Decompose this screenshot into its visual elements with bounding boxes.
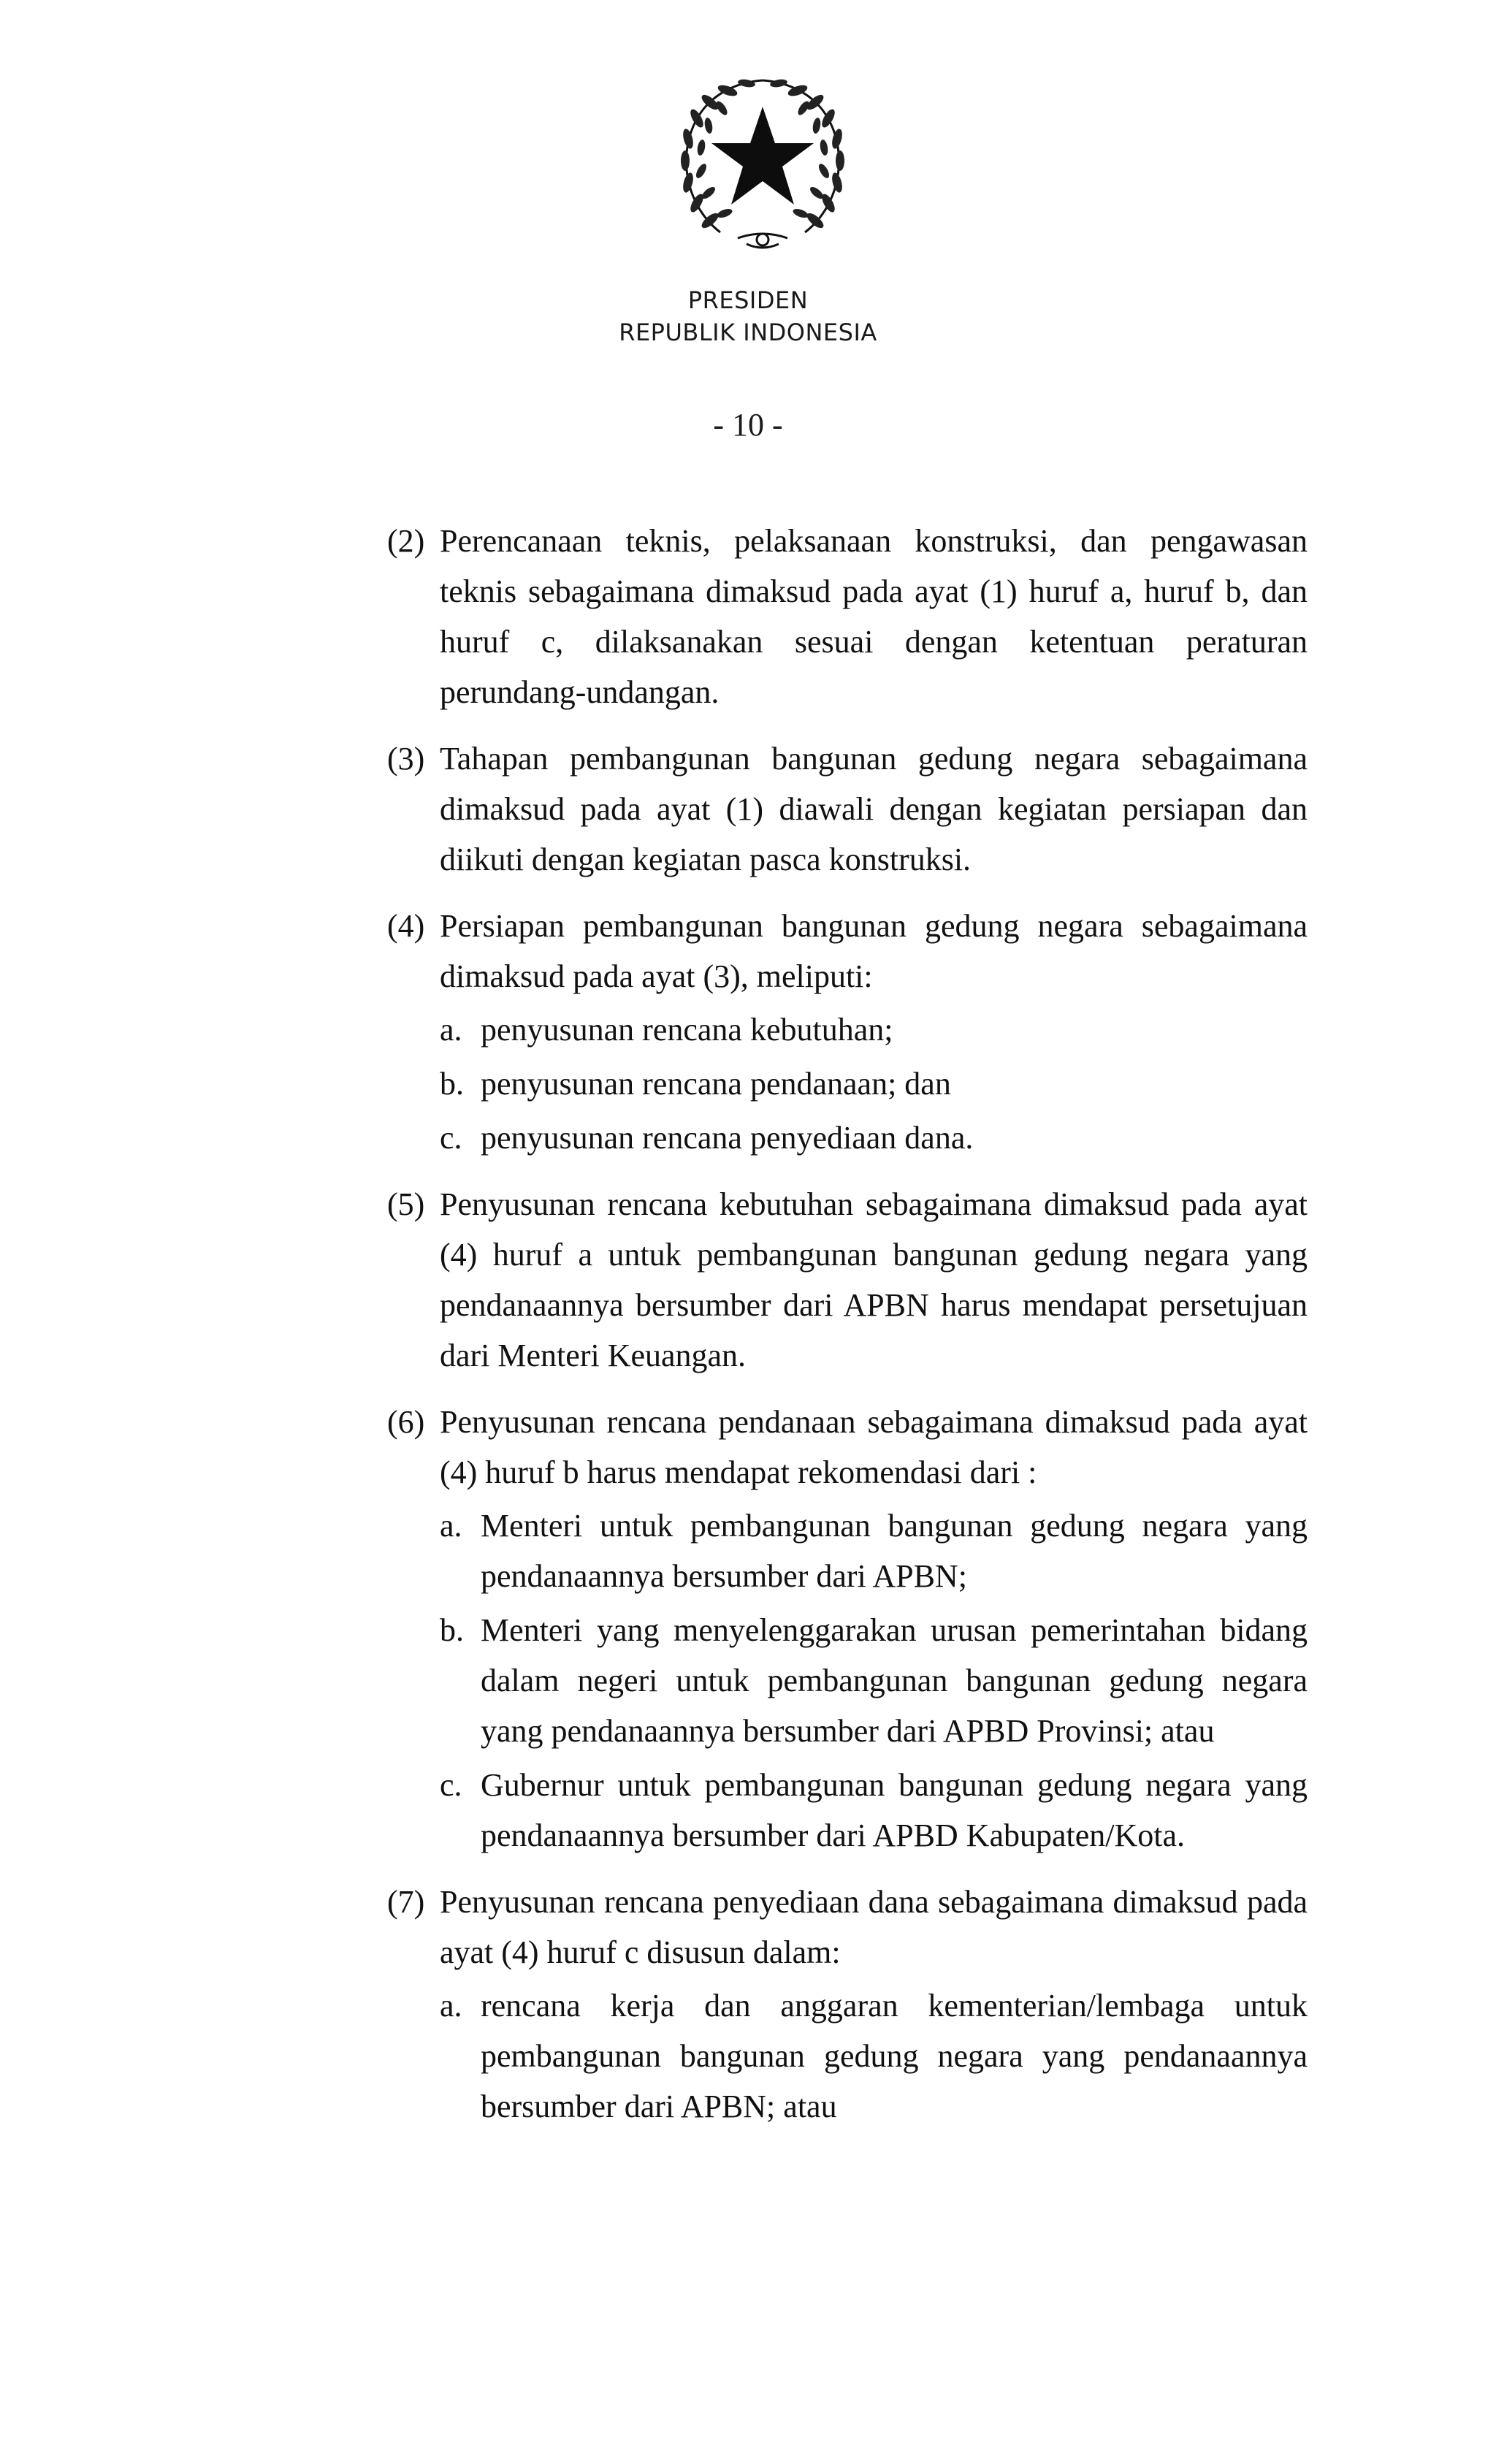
list-item-text: Menteri yang menyelenggarakan urusan pemerintahan bidang dalam negeri untuk pembangunan bangunan gedung negara yang pendanaannya bersumber dari APBD Provinsi; atau bbox=[481, 1612, 1308, 1749]
paragraph-number: (6) bbox=[387, 1404, 425, 1440]
list-item bbox=[440, 1004, 1308, 1055]
paragraph-text: Penyusunan rencana penyediaan dana sebagaimana dimaksud pada ayat (4) huruf c disusun dalam: bbox=[440, 1884, 1308, 1970]
paragraph-number: (4) bbox=[387, 908, 425, 944]
paragraph-3 bbox=[387, 733, 1308, 885]
page-number: - 10 - bbox=[713, 407, 783, 443]
list-item bbox=[440, 1500, 1308, 1601]
list-item-letter: a. bbox=[440, 1508, 462, 1544]
list-item bbox=[440, 1059, 1308, 1109]
header-presiden: PRESIDEN bbox=[687, 286, 809, 314]
paragraph-text: Tahapan pembangunan bangunan gedung negara sebagaimana dimaksud pada ayat (1) diawali dengan kegiatan persiapan dan diikuti dengan kegiatan pasca konstruksi. bbox=[440, 741, 1308, 877]
paragraph-number: (2) bbox=[387, 523, 425, 559]
list-item-letter: c. bbox=[440, 1767, 462, 1803]
list-item-text: Menteri untuk pembangunan bangunan gedung negara yang pendanaannya bersumber dari APBN; bbox=[481, 1508, 1308, 1594]
document-body bbox=[387, 516, 1308, 2148]
paragraph-number: (5) bbox=[387, 1186, 425, 1222]
paragraph-text: Penyusunan rencana pendanaan sebagaimana dimaksud pada ayat (4) huruf b harus mendapat rekomendasi dari : bbox=[440, 1404, 1308, 1490]
paragraph-text: Penyusunan rencana kebutuhan sebagaimana dimaksud pada ayat (4) huruf a untuk pembangunan bangunan gedung negara yang pendanaannya bersumber dari APBN harus mendapat persetujuan dari Menteri Keuangan. bbox=[440, 1186, 1308, 1373]
paragraph-6 bbox=[387, 1397, 1308, 1861]
list-item-letter: a. bbox=[440, 1988, 462, 2024]
list-item-text: rencana kerja dan anggaran kementerian/lembaga untuk pembangunan bangunan gedung negara yang pendanaannya bersumber dari APBN; atau bbox=[481, 1988, 1308, 2124]
list-item bbox=[440, 1113, 1308, 1163]
paragraph-7 bbox=[387, 1877, 1308, 2132]
list-item-text: penyusunan rencana pendanaan; dan bbox=[481, 1066, 951, 1102]
paragraph-4 bbox=[387, 901, 1308, 1163]
paragraph-text: Perencanaan teknis, pelaksanaan konstruksi, dan pengawasan teknis sebagaimana dimaksud pada ayat (1) huruf a, huruf b, dan huruf c, dilaksanakan sesuai dengan ketentuan peraturan perundang-undangan. bbox=[440, 523, 1308, 710]
list-item bbox=[440, 1980, 1308, 2132]
sub-list bbox=[440, 1004, 1308, 1163]
list-item-letter: b. bbox=[440, 1612, 464, 1648]
list-item-text: penyusunan rencana kebutuhan; bbox=[481, 1012, 893, 1048]
list-item bbox=[440, 1605, 1308, 1756]
paragraph-text: Persiapan pembangunan bangunan gedung negara sebagaimana dimaksud pada ayat (3), meliputi: bbox=[440, 908, 1308, 994]
paragraph-5 bbox=[387, 1179, 1308, 1381]
sub-list bbox=[440, 1500, 1308, 1861]
list-item bbox=[440, 1760, 1308, 1861]
list-item-letter: b. bbox=[440, 1066, 464, 1102]
paragraph-number: (7) bbox=[387, 1884, 425, 1920]
list-item-text: penyusunan rencana penyediaan dana. bbox=[481, 1120, 974, 1156]
list-item-letter: a. bbox=[440, 1012, 462, 1048]
paragraph-2 bbox=[387, 516, 1308, 717]
list-item-text: Gubernur untuk pembangunan bangunan gedung negara yang pendanaannya bersumber dari APBD Kabupaten/Kota. bbox=[481, 1767, 1308, 1853]
header-republik-indonesia: REPUBLIK INDONESIA bbox=[619, 319, 877, 346]
paragraph-number: (3) bbox=[387, 741, 425, 777]
presidential-star-emblem-icon bbox=[668, 64, 858, 259]
sub-list bbox=[440, 1980, 1308, 2132]
list-item-letter: c. bbox=[440, 1120, 462, 1156]
